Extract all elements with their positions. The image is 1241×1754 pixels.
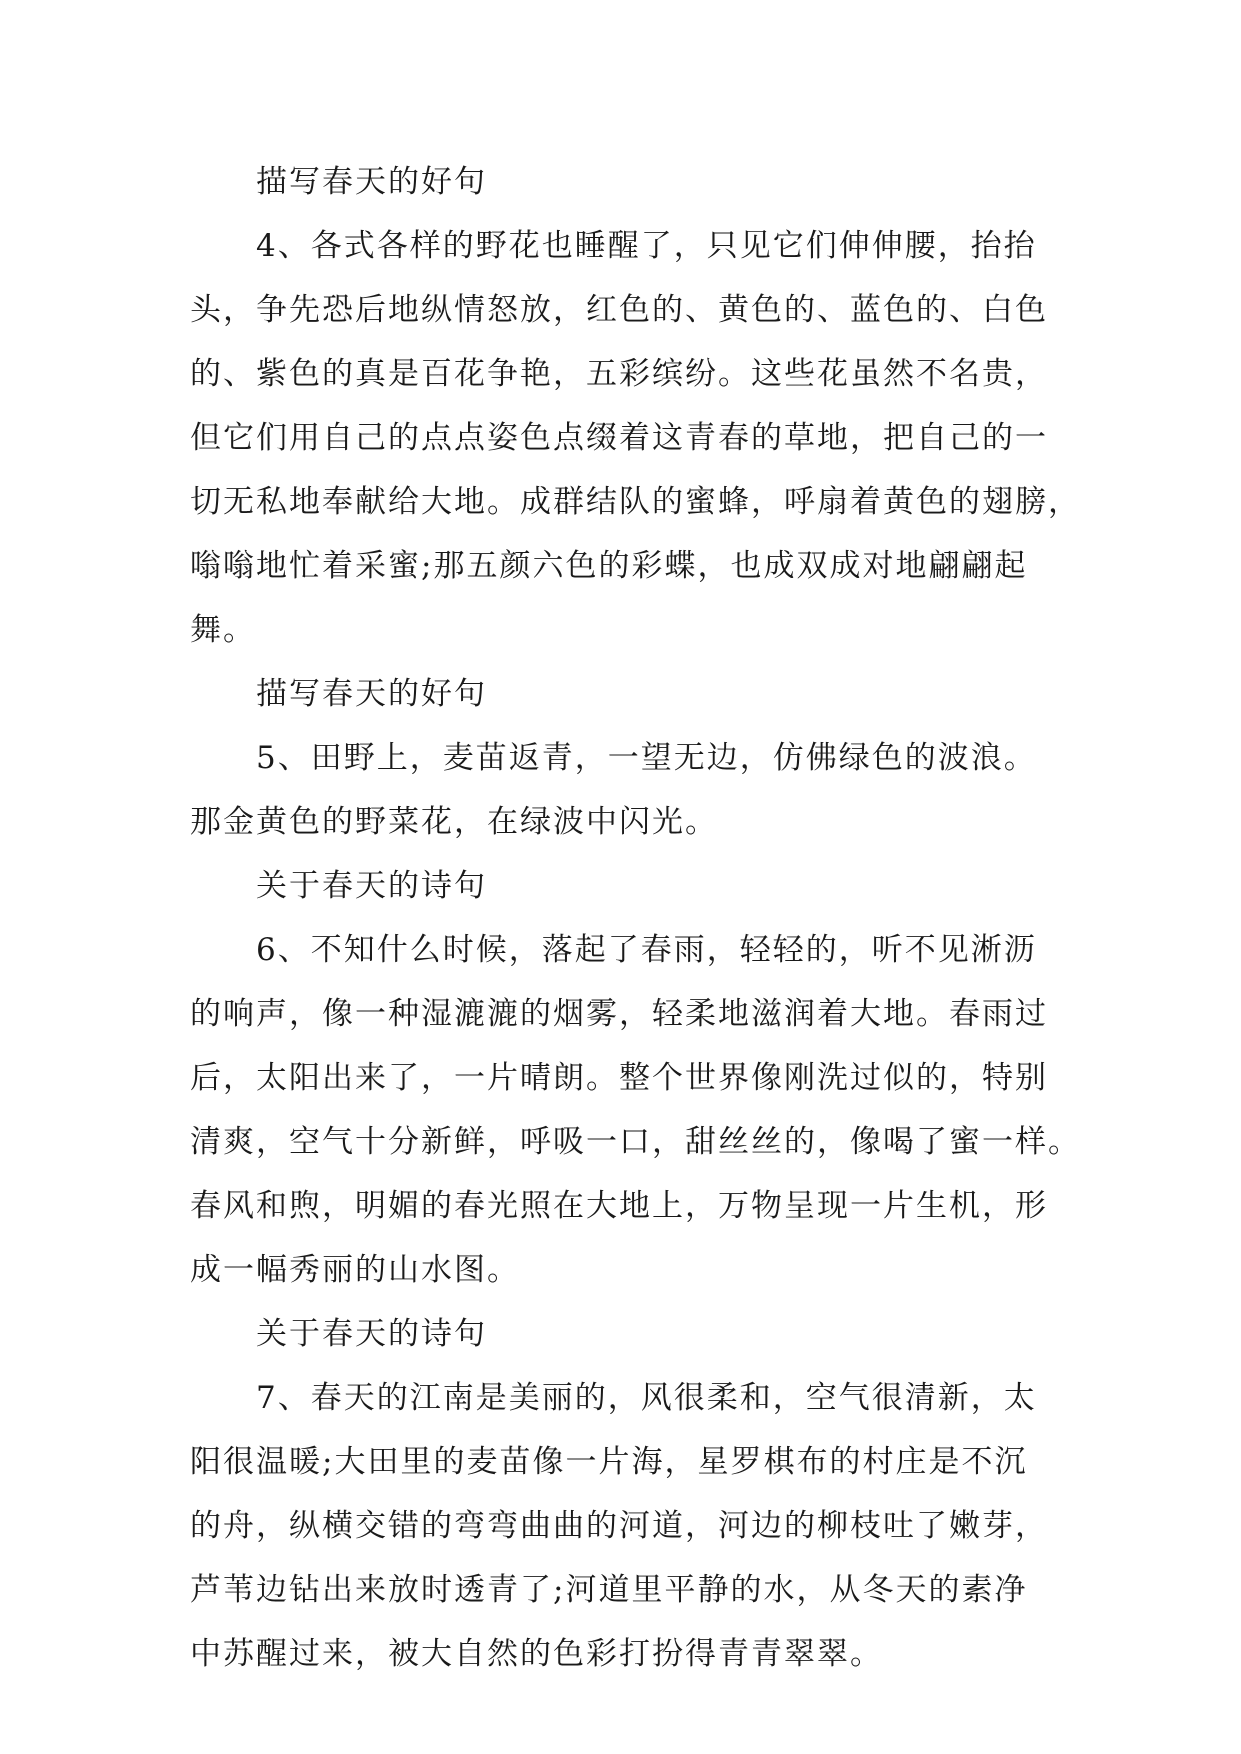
paragraph — [190, 918, 1081, 1302]
document-page — [190, 150, 1081, 1686]
paragraph-line: 芦苇边钻出来放时透青了;河道里平静的水，从冬天的素净 — [190, 1572, 1028, 1608]
heading-line: 描写春天的好句 — [256, 676, 487, 712]
paragraph — [190, 1366, 1060, 1686]
paragraph-line: 那金黄色的野菜花，在绿波中闪光。 — [190, 804, 718, 840]
paragraph-line: 切无私地奉献给大地。成群结队的蜜蜂，呼扇着黄色的翅膀， — [190, 484, 1081, 520]
paragraph-line: 但它们用自己的点点姿色点缀着这青春的草地，把自己的一 — [190, 420, 1048, 456]
heading-line: 描写春天的好句 — [256, 164, 487, 200]
heading-line: 关于春天的诗句 — [256, 868, 487, 904]
paragraph — [190, 214, 1081, 662]
paragraph-line: 成一幅秀丽的山水图。 — [190, 1252, 520, 1288]
section-heading — [190, 150, 1060, 214]
paragraph-line: 中苏醒过来，被大自然的色彩打扮得青青翠翠。 — [190, 1636, 883, 1672]
paragraph-line: 头，争先恐后地纵情怒放，红色的、黄色的、蓝色的、白色 — [190, 292, 1048, 328]
section-heading — [190, 662, 1060, 726]
paragraph-line: 后，太阳出来了，一片晴朗。整个世界像刚洗过似的，特别 — [190, 1060, 1048, 1096]
heading-line: 关于春天的诗句 — [256, 1316, 487, 1352]
paragraph-line: 5、田野上，麦苗返青，一望无边，仿佛绿色的波浪。 — [256, 740, 1037, 776]
section-heading — [190, 854, 1060, 918]
paragraph-line: 的、紫色的真是百花争艳，五彩缤纷。这些花虽然不名贵， — [190, 356, 1048, 392]
paragraph-line: 的响声，像一种湿漉漉的烟雾，轻柔地滋润着大地。春雨过 — [190, 996, 1048, 1032]
paragraph-line: 春风和煦，明媚的春光照在大地上，万物呈现一片生机，形 — [190, 1188, 1048, 1224]
paragraph-line: 6、不知什么时候，落起了春雨，轻轻的，听不见淅沥 — [256, 932, 1037, 968]
section-heading — [190, 1302, 1060, 1366]
paragraph-line: 阳很温暖;大田里的麦苗像一片海，星罗棋布的村庄是不沉 — [190, 1444, 1028, 1480]
paragraph — [190, 726, 1060, 854]
paragraph-line: 4、各式各样的野花也睡醒了，只见它们伸伸腰，抬抬 — [256, 228, 1037, 264]
paragraph-line: 嗡嗡地忙着采蜜;那五颜六色的彩蝶，也成双成对地翩翩起 — [190, 548, 1028, 584]
paragraph-line: 清爽，空气十分新鲜，呼吸一口，甜丝丝的，像喝了蜜一样。 — [190, 1124, 1081, 1160]
paragraph-line: 的舟，纵横交错的弯弯曲曲的河道，河边的柳枝吐了嫩芽， — [190, 1508, 1048, 1544]
paragraph-line: 舞。 — [190, 612, 256, 648]
paragraph-line: 7、春天的江南是美丽的，风很柔和，空气很清新，太 — [256, 1380, 1037, 1416]
